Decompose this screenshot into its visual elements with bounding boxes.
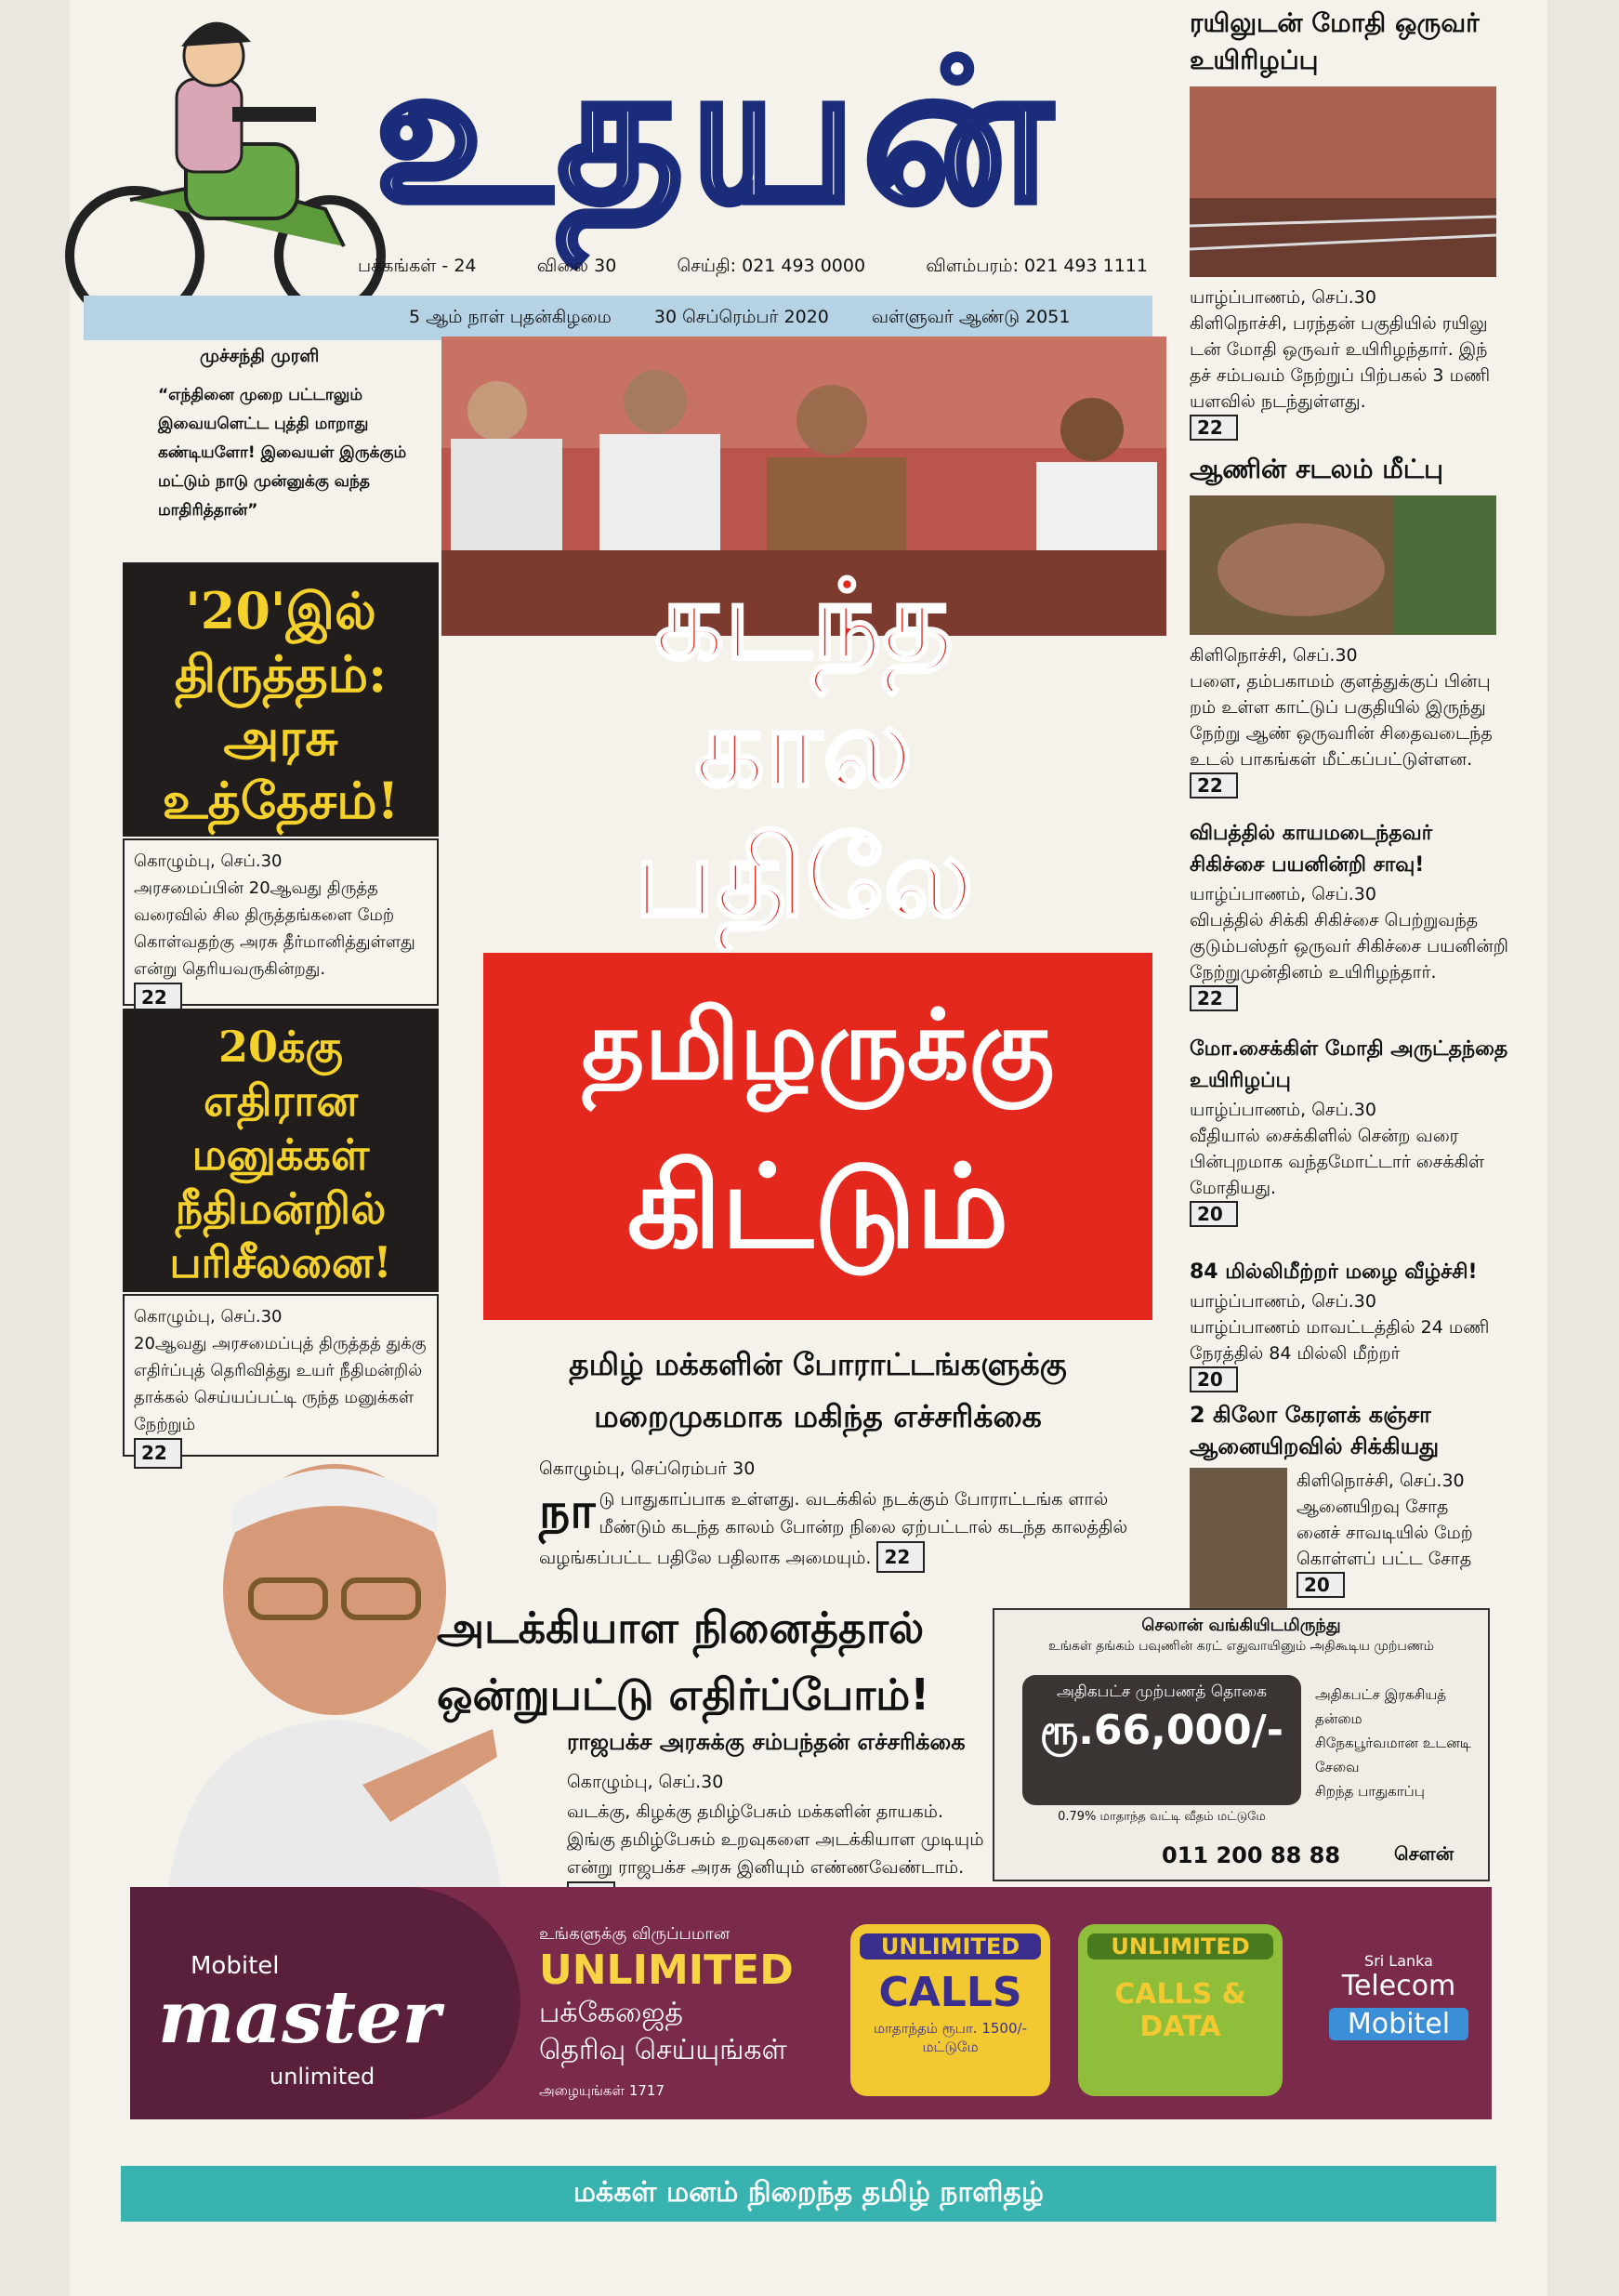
right-story-6 [1190, 1399, 1510, 1612]
date-bar [84, 296, 1152, 340]
main-place: கொழும்பு, செப்ரெம்பர் 30 [539, 1458, 756, 1479]
slt-line-2: Telecom [1341, 1970, 1456, 2002]
right-story-3-place: யாழ்ப்பாணம், செப்.30 [1190, 884, 1376, 904]
mobitel-brand-small: Mobitel [191, 1952, 280, 1980]
bank-amount-box [1022, 1675, 1301, 1805]
page-ref-main[interactable]: 22 [876, 1541, 925, 1573]
news-phone: செய்தி: 021 493 0000 [677, 256, 866, 276]
mobitel-brand-sub: unlimited [270, 2064, 375, 2090]
ads-phone: விளம்பரம்: 021 493 1111 [926, 256, 1148, 276]
right-story-1-text: கிளிநொச்சி, பரந்தன் பகுதியில் ரயிலு டன் மோதி ஒருவர் உயிரிழந்தார். இந் தச் சம்பவம் நேற்றுப் பிற்பகல் 3 மணி யளவில் நடந்துள்ளது. [1190, 313, 1491, 412]
right-story-3-title: விபத்தில் காயமடைந்தவர் சிகிச்சை பயனின்றி சாவு! [1190, 822, 1433, 877]
right-story-2-text: பளை, தம்பகாமம் குளத்துக்குப் பின்பு றம் உள்ள காட்டுப் பகுதியில் இருந்து நேற்று ஆண் ஒருவரின் சிதைவடைந்த உடல் பாகங்கள் மீட்கப்பட்டுள்ளன. [1190, 671, 1493, 770]
main-headline [483, 558, 1125, 943]
left-box-2-place: கொழும்பு, செப்.30 [134, 1307, 283, 1326]
left-box-2-title [123, 1009, 439, 1292]
mobitel-line-3: பக்கேஜைத் [539, 1997, 683, 2029]
bank-phone: 011 200 88 88 [1162, 1842, 1341, 1868]
mobitel-card-calls[interactable] [850, 1924, 1050, 2096]
right-story-1-title: ரயிலுடன் மோதி ஒருவர் உயிரிழப்பு [1190, 7, 1480, 75]
headline-line-2: கால [694, 683, 914, 812]
right-story-3 [1190, 818, 1510, 1011]
dropcap: நா [539, 1484, 596, 1539]
page-count: பக்கங்கள் - 24 [358, 256, 477, 276]
bank-max-label: அதிகபட்ச முற்பணத் தொகை [1056, 1682, 1268, 1701]
right-story-6-title: 2 கிலோ கேரளக் கஞ்சா ஆனையிறவில் சிக்கியது [1190, 1402, 1440, 1459]
second-body-text: வடக்கு, கிழக்கு தமிழ்பேசும் மக்களின் தாயகம். இங்கு தமிழ்பேசும் உறவுகளை அடக்கியாள முடியும் என்று ராஜபக்ச அரசு இனியும் எண்ணவேண்டாம். [567, 1801, 984, 1878]
card-calls-main: CALLS [878, 1969, 1022, 2016]
bank-amount: ரூ.66,000/- [1039, 1707, 1284, 1754]
price: விலை 30 [536, 256, 617, 276]
slt-mobitel-logo [1329, 1952, 1468, 2040]
page-ref-right-1[interactable]: 22 [1190, 415, 1238, 441]
mobitel-line-4: தெரிவு செய்யுங்கள் [539, 2034, 787, 2066]
bank-benefit-2: சிநேகபூர்வமான உடனடி சேவை [1315, 1735, 1471, 1775]
cartoon-label: முச்சந்தி முரளி [200, 346, 320, 366]
right-story-6-photo [1190, 1468, 1287, 1612]
valluvar-year: வள்ளுவர் ஆண்டு 2051 [871, 306, 1071, 327]
card-data-top: UNLIMITED [1087, 1933, 1273, 1960]
right-story-4-text: வீதியால் சைக்கிளில் சென்ற வரை பின்புறமாக வந்தமோட்டார் சைக்கிள் மோதியது. [1190, 1126, 1485, 1198]
right-story-4-place: யாழ்ப்பாணம், செப்.30 [1190, 1100, 1376, 1120]
right-story-5-text: யாழ்ப்பாணம் மாவட்டத்தில் 24 மணி நேரத்தில் 84 மில்லி மீற்றர் [1190, 1317, 1490, 1364]
left-box-1-title-text: '20'இல் திருத்தம்: அரசு உத்தேசம்! [162, 581, 400, 830]
slt-line-3: Mobitel [1329, 2008, 1468, 2040]
masthead-title: உதயன் [374, 18, 1058, 246]
bank-benefits [1315, 1682, 1482, 1803]
page-ref-left-1[interactable]: 22 [134, 983, 182, 1013]
right-story-5-title: 84 மில்லிமீற்றர் மழை வீழ்ச்சி! [1190, 1260, 1478, 1284]
bank-rate: 0.79% மாதாந்த வட்டி வீதம் மட்டுமே [1058, 1810, 1266, 1824]
left-box-1-title [123, 562, 439, 837]
left-box-1-place: கொழும்பு, செப்.30 [134, 851, 283, 871]
bank-benefit-1: அதிகபட்ச இரகசியத் தன்மை [1315, 1686, 1447, 1727]
headline-line-1: கடந்த [654, 556, 954, 684]
right-story-6-text: ஆனையிறவு சோத னைச் சாவடியில் மேற் கொள்ளப் பட்ட சோத [1297, 1497, 1473, 1569]
bank-ad-line-1: செலான் வங்கியிடமிருந்து [1141, 1616, 1341, 1635]
right-story-1 [1190, 5, 1510, 441]
masthead-info-row [358, 256, 1148, 287]
right-story-5-place: யாழ்ப்பாணம், செப்.30 [1190, 1291, 1376, 1312]
card-calls-sub: மாதாந்தம் ரூபா. 1500/- மட்டுமே [874, 2020, 1027, 2055]
mobitel-hotline: அழையுங்கள் 1717 [539, 2082, 665, 2099]
right-story-2 [1190, 451, 1510, 798]
bank-brand-logo: சௌன் [1394, 1842, 1454, 1865]
date-line: 5 ஆம் நாள் புதன்கிழமை [409, 306, 612, 327]
slt-line-1: Sri Lanka [1364, 1952, 1433, 1970]
mobitel-card-data[interactable] [1078, 1924, 1283, 2096]
card-data-main: CALLS & DATA [1114, 1978, 1246, 2043]
right-story-3-text: விபத்தில் சிக்கி சிகிச்சை பெற்றுவந்த குடும்பஸ்தர் ஒருவர் சிகிச்சை பயனின்றி நேற்றுமுன்தினம் உயிரிழந்தார். [1190, 910, 1509, 983]
right-story-4 [1190, 1034, 1510, 1227]
footer-slogan: மக்கள் மனம் நிறைந்த தமிழ் நாளிதழ் [573, 2175, 1045, 2209]
left-box-1-body [123, 838, 439, 1009]
headline-red-box [483, 953, 1152, 1320]
left-box-2-text: 20ஆவது அரசமைப்புத் திருத்தத் துக்கு எதிர்ப்புத் தெரிவித்து உயர் நீதிமன்றில் தாக்கல் செய்யப்பட்டி ருந்த மனுக்கள் நேற்றும் [134, 1334, 427, 1434]
right-story-2-title: ஆணின் சடலம் மீட்பு [1190, 454, 1443, 484]
main-body-text: டு பாதுகாப்பாக உள்ளது. வடக்கில் நடக்கும் போராட்டங்க ளால் மீண்டும் கடந்த காலம் போன்ற நிலை ஏற்பட்டால் கடந்த காலத்தில் வழங்கப்பட்ட பதிலே பதிலாக அமையும். [539, 1489, 1128, 1568]
right-story-1-place: யாழ்ப்பாணம், செப்.30 [1190, 287, 1376, 308]
page-ref-right-2[interactable]: 22 [1190, 772, 1238, 798]
right-story-5 [1190, 1257, 1510, 1392]
subhead-line-1: தமிழ் மக்களின் போராட்டங்களுக்கு [569, 1346, 1067, 1382]
left-box-2-body [123, 1294, 439, 1464]
page-ref-right-4[interactable]: 20 [1190, 1201, 1238, 1227]
right-story-1-photo [1190, 86, 1496, 277]
second-place: கொழும்பு, செப்.30 [567, 1772, 724, 1792]
cartoon-quote: “எந்தினை முறை பட்டாலும் இவையளெட்ட புத்தி மாறாது கண்டியளோ! இவையள் இருக்கும் மட்டும் நாடு முன்னுக்கு வந்த மாதிரித்தான்” [158, 386, 407, 520]
page-ref-right-5[interactable]: 20 [1190, 1366, 1238, 1392]
page-ref-right-3[interactable]: 22 [1190, 985, 1238, 1011]
bank-ad-line-2: உங்கள் தங்கம் பவுணின் கரட் எதுவாயினும் அதிகூடிய முற்பணம் [1048, 1639, 1434, 1654]
mobitel-line-2: UNLIMITED [539, 1946, 794, 1994]
main-body [539, 1485, 1171, 1573]
mobitel-line-1: உங்களுக்கு விருப்பமான [539, 1924, 731, 1944]
left-box-2-title-text: 20க்கு எதிரான மனுக்கள் நீதிமன்றில் பரிசீலனை! [169, 1022, 392, 1287]
main-subhead [483, 1339, 1152, 1443]
left-box-1-text: அரசமைப்பின் 20ஆவது திருத்த வரைவில் சில திருத்தங்களை மேற் கொள்வதற்கு அரசு தீர்மானித்துள்ளது என்று தெரியவருகின்றது. [134, 878, 415, 979]
second-headline [437, 1594, 985, 1728]
second-subhead: ராஜபக்ச அரசுக்கு சம்பந்தன் எச்சரிக்கை [567, 1729, 966, 1755]
mobitel-brand-big: master [158, 1975, 441, 2060]
page-ref-right-6[interactable]: 20 [1297, 1572, 1345, 1598]
issue-date: 30 செப்ரெம்பர் 2020 [653, 306, 829, 327]
right-story-4-title: மோ.சைக்கிள் மோதி அருட்தந்தை உயிரிழப்பு [1190, 1037, 1508, 1092]
card-calls-top: UNLIMITED [860, 1933, 1041, 1960]
headline-line-3: பதிலே [633, 813, 975, 942]
right-story-6-place: கிளிநொச்சி, செப்.30 [1297, 1471, 1465, 1491]
red-line-1: தமிழருக்கு [581, 988, 1055, 1102]
mobitel-advertisement[interactable] [130, 1887, 1492, 2119]
right-story-2-photo [1190, 495, 1496, 635]
red-line-2: கிட்டும் [626, 1141, 1009, 1274]
footer-slogan-bar [121, 2166, 1496, 2222]
second-title-2: ஒன்றுபட்டு எதிர்ப்போம்! [437, 1669, 930, 1720]
bank-benefit-3: சிறந்த பாதுகாப்பு [1315, 1783, 1425, 1800]
right-story-2-place: கிளிநொச்சி, செப்.30 [1190, 645, 1358, 666]
bank-advertisement[interactable] [993, 1608, 1490, 1881]
second-title-1: அடக்கியாள நினைத்தால் [437, 1603, 925, 1653]
subhead-line-2: மறைமுகமாக மகிந்த எச்சரிக்கை [594, 1398, 1042, 1434]
page-ref-left-2[interactable]: 22 [134, 1438, 182, 1469]
